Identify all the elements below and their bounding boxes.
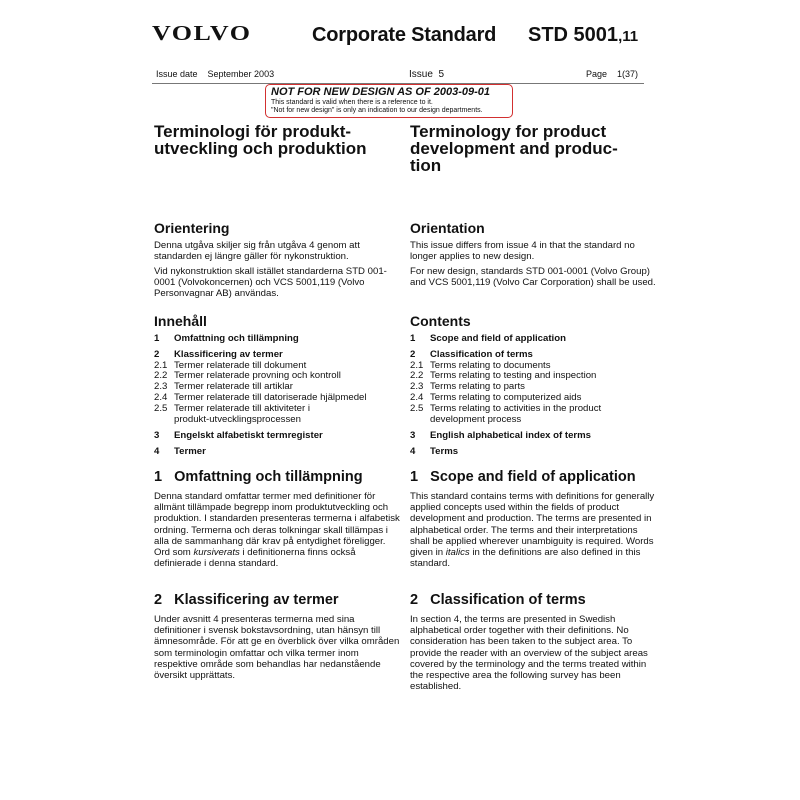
toc-entry: 2.5 Terms relating to activities in the product development process bbox=[410, 402, 602, 425]
document-type-title: Corporate Standard bbox=[312, 24, 497, 46]
issue-date: Issue date September 2003 bbox=[156, 69, 275, 79]
orientation-text-sv: Denna utgåva skiljer sig från utgåva 4 genom att standarden ej längre gäller för nykonstruktion. bbox=[154, 240, 360, 263]
orientation-text-sv: Vid nykonstruktion skall istället standarderna STD 001-0001 (Volvokoncernen) och VCS 5001,119 (Volvo Personvagnar AB) användas. bbox=[154, 266, 387, 300]
section-2-heading-sv: 2 Klassificering av termer bbox=[154, 592, 339, 608]
section-2-text-en: In section 4, the terms are presented in Swedish alphabetical order together with their definitions. No consideration has been taken to the subject area. To provide the reader with an overview of the subject areas covered by the terminology and the terms treated within the respective area the following survey has been established. bbox=[410, 614, 648, 693]
section-1-heading-sv: 1 Omfattning och tillämpning bbox=[154, 469, 363, 485]
toc-entry: 2 Klassificering av termer bbox=[154, 348, 283, 360]
orientation-heading-en: Orientation bbox=[410, 220, 485, 236]
toc-entry: 3 English alphabetical index of terms bbox=[410, 430, 591, 442]
standard-revision: ,11 bbox=[618, 28, 639, 45]
toc-entry: 2.4 Termer relaterade till datoriserade hjälpmedel bbox=[154, 391, 367, 403]
toc-entry: 2.2 Terms relating to testing and inspection bbox=[410, 370, 597, 382]
toc-entry: 1 Scope and field of application bbox=[410, 333, 566, 344]
toc-entry: 3 Engelskt alfabetiskt termregister bbox=[154, 430, 323, 442]
toc-entry: 1 Omfattning och tillämpning bbox=[154, 333, 299, 344]
notice-title: NOT FOR NEW DESIGN AS OF 2003-09-01 bbox=[271, 86, 491, 98]
english-title: Terminology for product development and produc-tion bbox=[410, 122, 618, 175]
toc-entry: 2.4 Terms relating to computerized aids bbox=[410, 391, 582, 403]
swedish-title: Terminologi för produkt-utveckling och produktion bbox=[154, 122, 367, 158]
section-1-heading-en: 1 Scope and field of application bbox=[410, 469, 636, 485]
section-1-text-sv: Denna standard omfattar termer med definitioner för allmänt tillämpade begrepp inom produktutveckling och produktion. I standarden presenteras termerna i alfabetisk ordning. Termerna och deras tolkningar skall tillämpas i alla de sammanhang där krav på entydighet föreligger. Ord som kursiverats i definitionerna finns också definierade i denna standard. bbox=[154, 491, 400, 570]
contents-heading-sv: Innehåll bbox=[154, 313, 207, 329]
toc-entry: 2.2 Termer relaterade provning och kontroll bbox=[154, 370, 341, 382]
page-number: Page 1(37) bbox=[586, 69, 639, 79]
volvo-logo: VOLVO bbox=[152, 21, 252, 45]
standard-number bbox=[528, 24, 638, 47]
toc-entry: 2.3 Terms relating to parts bbox=[410, 381, 525, 393]
issue-number: Issue 5 bbox=[409, 69, 445, 80]
toc-entry: 2.1 Terms relating to documents bbox=[410, 359, 551, 371]
toc-entry: 2.3 Termer relaterade till artiklar bbox=[154, 381, 293, 393]
notice-line: "Not for new design" is only an indication to our design departments. bbox=[271, 107, 483, 114]
orientation-text-en: This issue differs from issue 4 in that the standard no longer applies to new design. bbox=[410, 240, 635, 263]
standard-number-main: STD 5001 bbox=[528, 24, 619, 46]
section-2-heading-en: 2 Classification of terms bbox=[410, 592, 586, 608]
english-column bbox=[410, 122, 658, 693]
table-of-contents-sv bbox=[154, 334, 402, 458]
notice-line: This standard is valid when there is a reference to it. bbox=[271, 99, 433, 106]
not-for-new-design-notice bbox=[265, 84, 513, 118]
orientation-text-en: For new design, standards STD 001-0001 (Volvo Group) and VCS 5001,119 (Volvo Car Corporation) shall be used. bbox=[410, 266, 656, 289]
toc-entry: 4 Terms bbox=[410, 446, 459, 458]
toc-entry: 4 Termer bbox=[154, 446, 206, 458]
toc-entry: 2.1 Termer relaterade till dokument bbox=[154, 359, 307, 371]
section-2-text-sv: Under avsnitt 4 presenteras termerna med sina definitioner i svensk bokstavsordning, utan hänsyn till ämnesområde. För att ge en överblick över vilka områden som terminologin omfattar och vilka termer inom respektive område som behandlas har nedanstående översikt upprättats. bbox=[154, 614, 400, 682]
swedish-column bbox=[154, 122, 402, 682]
contents-heading-en: Contents bbox=[410, 313, 471, 329]
orientation-heading-sv: Orientering bbox=[154, 220, 230, 236]
table-of-contents-en bbox=[410, 334, 658, 458]
toc-entry: 2 Classification of terms bbox=[410, 348, 533, 360]
section-1-text-en: This standard contains terms with definitions for generally applied concepts used within the fields of product development and production. The terms are presented in alphabetical order. The terms and their interpretations shall be applied wherever unambiguity is required. Words given in italics in the definitions are also defined in this standard. bbox=[410, 491, 655, 570]
toc-entry: 2.5 Termer relaterade till aktiviteter i produkt-utvecklingsprocessen bbox=[154, 402, 310, 425]
